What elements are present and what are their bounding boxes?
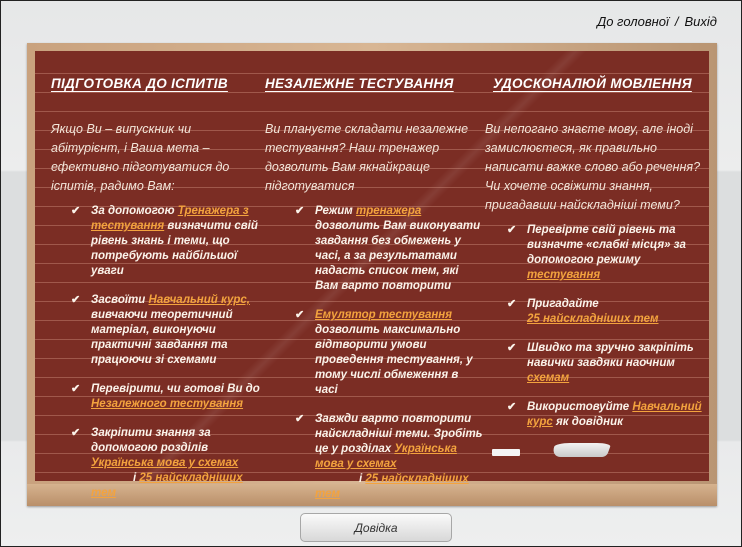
testing-mode-link[interactable]: тестування bbox=[527, 269, 601, 281]
check-icon: ✔ bbox=[71, 205, 81, 217]
check-icon: ✔ bbox=[507, 298, 517, 310]
list-item: ✔ Режим тренажера дозволить Вам виконувати завдання без обмежень у часі, а за результатами надасть список тем, які Вам варто повторити bbox=[295, 205, 481, 292]
trainer-link[interactable]: Тренажера з тестування bbox=[91, 205, 249, 232]
list-item: ✔ Емулятор тестування дозволить максимально відтворити умови проведення тестування, у тому числі обмеження в часі bbox=[295, 309, 473, 396]
list-item: ✔ Використовуйте Навчальний курс як довідник bbox=[507, 401, 702, 428]
check-icon: ✔ bbox=[507, 342, 517, 354]
column-intro: Якщо Ви – випускник чи абітурієнт, і Ваша мета – ефективно підготуватися до іспитів, радимо Вам: bbox=[51, 122, 230, 193]
independent-testing-link[interactable]: Незалежного тестування bbox=[91, 398, 244, 410]
column-title: НЕЗАЛЕЖНЕ ТЕСТУВАННЯ bbox=[265, 76, 454, 91]
list-item: ✔ Завжди варто повторити найскладніші теми. Зробіть це у розділах Українська мова у схемах і 25 найскладніших тем bbox=[295, 413, 483, 500]
list-item: ✔ Засвоїти Навчальний курс, вивчаючи теоретичний матеріал, виконуючи практичні завдання та працюючи зі схемами bbox=[71, 294, 250, 366]
column-title: УДОСКОНАЛЮЙ МОВЛЕННЯ bbox=[493, 76, 692, 91]
chalkboard bbox=[35, 51, 709, 500]
column-independent-testing bbox=[265, 51, 483, 502]
check-icon: ✔ bbox=[295, 413, 305, 425]
check-icon: ✔ bbox=[71, 383, 81, 395]
list-item: ✔ Перевірити, чи готові Ви до Незалежного тестування bbox=[71, 383, 260, 410]
chalkboard-frame bbox=[27, 43, 717, 506]
check-icon: ✔ bbox=[295, 309, 305, 321]
schemes-link[interactable]: Українська мова у схемах bbox=[91, 457, 239, 469]
column-exam-prep bbox=[51, 51, 263, 501]
home-link[interactable]: До головної bbox=[597, 14, 669, 29]
column-intro: Ви плануєте складати незалежне тестування? Наш тренажер дозволить Вам якнайкраще підготуватися bbox=[265, 122, 469, 193]
hardest-topics-link[interactable]: 25 найскладніших тем bbox=[91, 472, 243, 499]
top-nav bbox=[597, 14, 717, 29]
list-item: ✔ Закріпити знання за допомогою розділів Українська мова у схемах і 25 найскладніших тем bbox=[71, 427, 243, 499]
check-icon: ✔ bbox=[507, 224, 517, 236]
course-link[interactable]: Навчальний курс, bbox=[148, 294, 250, 306]
schemes-link[interactable]: схемам bbox=[527, 372, 570, 384]
course-link[interactable]: Навчальний курс bbox=[527, 401, 702, 428]
hardest-topics-link[interactable]: 25 найскладніших тем bbox=[315, 473, 469, 500]
exit-link[interactable]: Вихід bbox=[684, 14, 717, 29]
eraser-icon bbox=[550, 443, 611, 457]
trainer-mode-link[interactable]: тренажера bbox=[355, 205, 422, 217]
list-item: ✔ Швидко та зручно закріпіть навички завдяки наочним схемам bbox=[507, 342, 694, 384]
column-title: ПІДГОТОВКА ДО ІСПИТІВ bbox=[51, 76, 228, 91]
list-item: ✔ Пригадайте 25 найскладніших тем bbox=[507, 298, 659, 325]
help-button[interactable]: Довідка bbox=[300, 513, 452, 542]
check-icon: ✔ bbox=[71, 294, 81, 306]
schemes-link[interactable]: Українська мова у схемах bbox=[315, 443, 457, 470]
check-icon: ✔ bbox=[295, 205, 305, 217]
hardest-topics-link[interactable]: 25 найскладніших тем bbox=[527, 313, 659, 325]
check-icon: ✔ bbox=[507, 401, 517, 413]
check-icon: ✔ bbox=[71, 427, 81, 439]
emulator-link[interactable]: Емулятор тестування bbox=[315, 309, 453, 321]
column-intro: Ви непогано знаєте мову, але іноді замислюєтеся, як правильно написати важке слово або речення? Чи хочете освіжити знання, пригадавши найскладніші теми? bbox=[485, 122, 701, 212]
chalk-icon bbox=[492, 449, 520, 456]
list-item: ✔ За допомогою Тренажера з тестування визначити свій рівень знань і теми, що потребують найбільшої уваги bbox=[71, 205, 258, 277]
nav-separator: / bbox=[674, 14, 679, 29]
column-improve-speech bbox=[485, 51, 703, 430]
list-item: ✔ Перевірте свій рівень та визначте «слабкі місця» за допомогою режиму тестування bbox=[507, 224, 686, 281]
